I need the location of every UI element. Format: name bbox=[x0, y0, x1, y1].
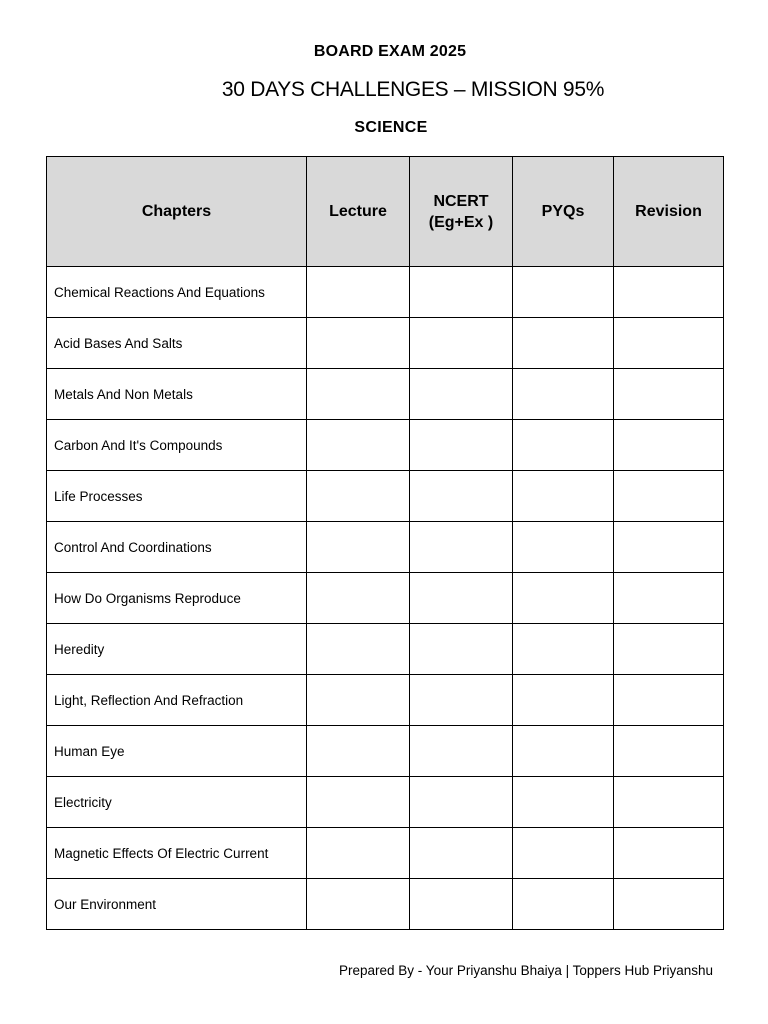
chapter-name-cell: Metals And Non Metals bbox=[47, 369, 307, 420]
ncert-cell bbox=[410, 522, 513, 573]
ncert-cell bbox=[410, 420, 513, 471]
table-row bbox=[47, 726, 724, 777]
lecture-cell bbox=[307, 420, 410, 471]
table-row bbox=[47, 471, 724, 522]
chapter-name-cell: Electricity bbox=[47, 777, 307, 828]
lecture-cell bbox=[307, 675, 410, 726]
pyqs-cell bbox=[513, 471, 614, 522]
pyqs-cell bbox=[513, 726, 614, 777]
table-row bbox=[47, 522, 724, 573]
pyqs-cell bbox=[513, 369, 614, 420]
chapter-name-cell: Light, Reflection And Refraction bbox=[47, 675, 307, 726]
challenge-title: 30 DAYS CHALLENGES – MISSION 95% bbox=[221, 78, 605, 101]
table-row bbox=[47, 879, 724, 930]
prepared-by-footer: Prepared By - Your Priyanshu Bhaiya | Toppers Hub Priyanshu bbox=[339, 963, 713, 978]
column-header-ncert bbox=[410, 157, 513, 267]
ncert-cell bbox=[410, 624, 513, 675]
table-row bbox=[47, 318, 724, 369]
ncert-cell bbox=[410, 675, 513, 726]
pyqs-cell bbox=[513, 828, 614, 879]
pyqs-cell bbox=[513, 675, 614, 726]
table-header-row bbox=[47, 157, 724, 267]
table-row bbox=[47, 573, 724, 624]
ncert-header-line2: (Eg+Ex ) bbox=[428, 213, 494, 231]
revision-cell bbox=[614, 573, 724, 624]
lecture-cell bbox=[307, 369, 410, 420]
revision-cell bbox=[614, 624, 724, 675]
revision-cell bbox=[614, 879, 724, 930]
ncert-cell bbox=[410, 369, 513, 420]
chapter-name-cell: Carbon And It's Compounds bbox=[47, 420, 307, 471]
lecture-cell bbox=[307, 522, 410, 573]
chapter-name-cell: How Do Organisms Reproduce bbox=[47, 573, 307, 624]
chapter-name-cell: Our Environment bbox=[47, 879, 307, 930]
chapters-table bbox=[46, 156, 724, 930]
subject-heading: SCIENCE bbox=[354, 119, 428, 136]
chapter-name-cell: Life Processes bbox=[47, 471, 307, 522]
board-exam-heading: BOARD EXAM 2025 bbox=[313, 43, 467, 60]
pyqs-cell bbox=[513, 420, 614, 471]
chapter-name-cell: Acid Bases And Salts bbox=[47, 318, 307, 369]
table-row bbox=[47, 420, 724, 471]
column-header-lecture: Lecture bbox=[307, 157, 410, 267]
revision-cell bbox=[614, 828, 724, 879]
pyqs-cell bbox=[513, 879, 614, 930]
chapter-name-cell: Chemical Reactions And Equations bbox=[47, 267, 307, 318]
table-row bbox=[47, 675, 724, 726]
ncert-cell bbox=[410, 879, 513, 930]
table-row bbox=[47, 777, 724, 828]
ncert-cell bbox=[410, 318, 513, 369]
pyqs-cell bbox=[513, 624, 614, 675]
table-row bbox=[47, 828, 724, 879]
chapter-name-cell: Heredity bbox=[47, 624, 307, 675]
ncert-cell bbox=[410, 828, 513, 879]
lecture-cell bbox=[307, 828, 410, 879]
revision-cell bbox=[614, 522, 724, 573]
revision-cell bbox=[614, 675, 724, 726]
table-row bbox=[47, 369, 724, 420]
column-header-pyqs: PYQs bbox=[513, 157, 614, 267]
lecture-cell bbox=[307, 471, 410, 522]
pyqs-cell bbox=[513, 573, 614, 624]
revision-cell bbox=[614, 369, 724, 420]
lecture-cell bbox=[307, 879, 410, 930]
ncert-cell bbox=[410, 471, 513, 522]
pyqs-cell bbox=[513, 318, 614, 369]
pyqs-cell bbox=[513, 522, 614, 573]
revision-cell bbox=[614, 420, 724, 471]
ncert-cell bbox=[410, 267, 513, 318]
ncert-header-line1: NCERT bbox=[433, 192, 489, 210]
column-header-revision: Revision bbox=[614, 157, 724, 267]
chapter-name-cell: Human Eye bbox=[47, 726, 307, 777]
pyqs-cell bbox=[513, 777, 614, 828]
ncert-cell bbox=[410, 573, 513, 624]
lecture-cell bbox=[307, 624, 410, 675]
lecture-cell bbox=[307, 777, 410, 828]
ncert-cell bbox=[410, 777, 513, 828]
chapter-name-cell: Control And Coordinations bbox=[47, 522, 307, 573]
revision-cell bbox=[614, 726, 724, 777]
lecture-cell bbox=[307, 318, 410, 369]
revision-cell bbox=[614, 471, 724, 522]
revision-cell bbox=[614, 777, 724, 828]
lecture-cell bbox=[307, 267, 410, 318]
ncert-cell bbox=[410, 726, 513, 777]
lecture-cell bbox=[307, 726, 410, 777]
chapter-name-cell: Magnetic Effects Of Electric Current bbox=[47, 828, 307, 879]
revision-cell bbox=[614, 267, 724, 318]
table-row bbox=[47, 624, 724, 675]
pyqs-cell bbox=[513, 267, 614, 318]
table-row bbox=[47, 267, 724, 318]
lecture-cell bbox=[307, 573, 410, 624]
column-header-chapters: Chapters bbox=[47, 157, 307, 267]
revision-cell bbox=[614, 318, 724, 369]
